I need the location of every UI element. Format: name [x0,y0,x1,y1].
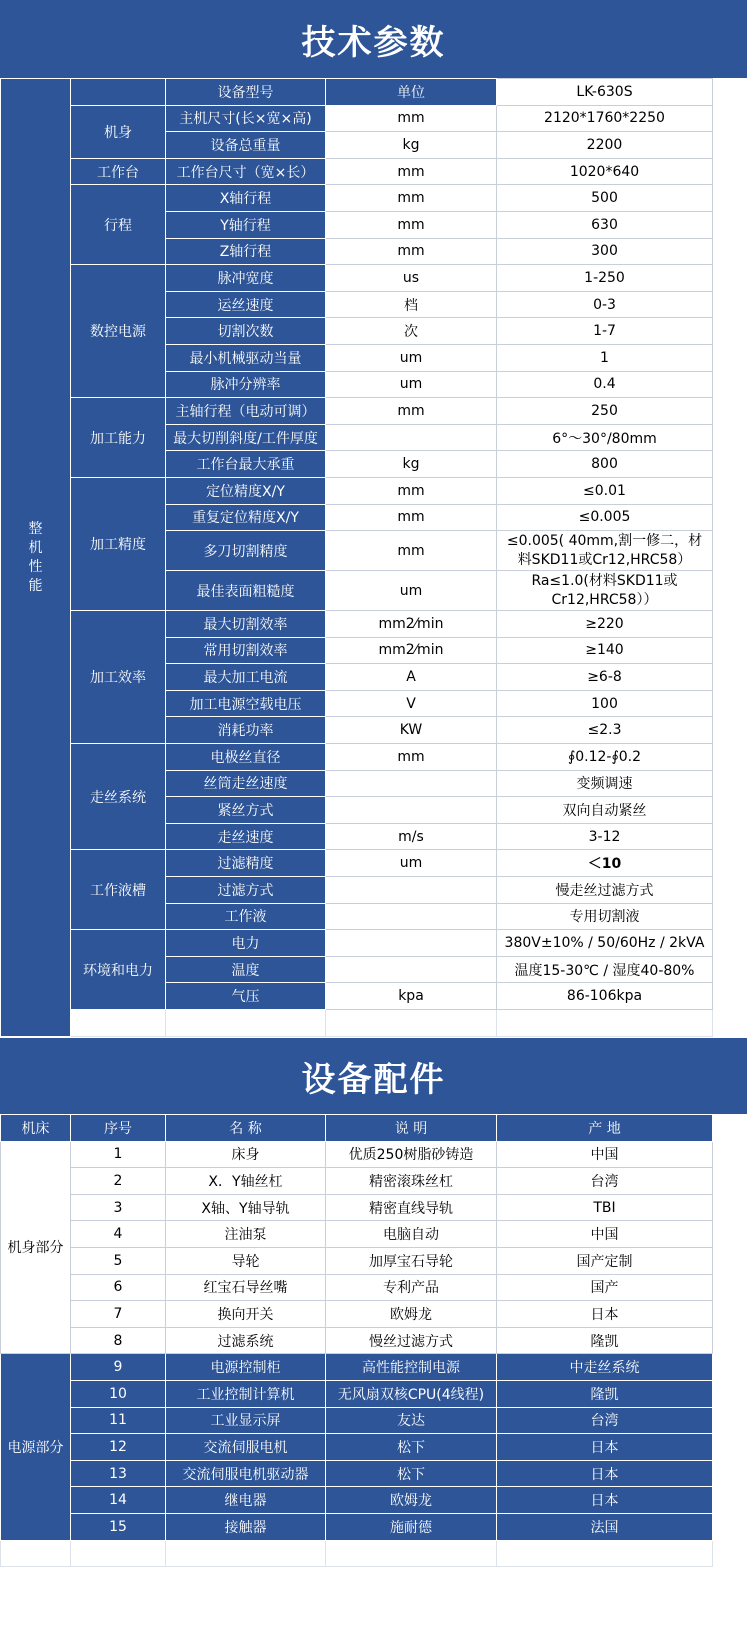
tech-param-value: ≤0.01 [497,477,713,504]
parts-no: 5 [71,1247,166,1274]
parts-name: 红宝石导丝嘴 [166,1274,326,1301]
tech-param-name: 脉冲分辨率 [166,371,326,398]
tech-param-name: 电力 [166,930,326,957]
tech-param-name: 最大切割效率 [166,611,326,638]
tech-param-unit [326,930,497,957]
tech-row [1,477,713,504]
tech-param-name: 加工电源空载电压 [166,690,326,717]
tech-group-label-text: 整机性能 [28,520,43,594]
tech-param-name: 电极丝直径 [166,744,326,771]
parts-row [1,1380,713,1407]
parts-origin: TBI [497,1194,713,1221]
parts-title: 设备配件 [0,1038,747,1114]
tech-param-unit: um [326,344,497,371]
parts-header-name: 名 称 [166,1115,326,1142]
tech-param-unit: um [326,850,497,877]
parts-desc: 精密滚珠丝杠 [326,1168,497,1195]
parts-origin: 日本 [497,1301,713,1328]
tech-param-unit: mm [326,158,497,185]
tech-param-unit: mm [326,211,497,238]
parts-name: 继电器 [166,1487,326,1514]
tech-row [1,930,713,957]
parts-no: 13 [71,1460,166,1487]
tech-param-unit: mm2⁄min [326,637,497,664]
tech-param-value: 3-12 [497,823,713,850]
tech-param-unit: mm [326,744,497,771]
tech-param-unit [326,424,497,451]
tech-params-title: 技术参数 [0,0,747,78]
tech-param-name: 主机尺寸(长×宽×高) [166,105,326,132]
parts-no: 8 [71,1327,166,1354]
parts-origin: 隆凯 [497,1327,713,1354]
parts-no: 2 [71,1168,166,1195]
tech-param-unit [326,956,497,983]
parts-name: 交流伺服电机 [166,1434,326,1461]
parts-desc: 欧姆龙 [326,1301,497,1328]
tech-row [1,398,713,425]
spacer-cell [71,1010,166,1037]
parts-row [1,1434,713,1461]
spacer-cell [326,1010,497,1037]
tech-param-name: 设备总重量 [166,132,326,159]
tech-section-name: 走丝系统 [71,744,166,850]
tech-param-unit: V [326,690,497,717]
tech-param-unit: mm [326,398,497,425]
tech-param-value: 0-3 [497,291,713,318]
tech-param-value: ≥140 [497,637,713,664]
parts-name: 交流伺服电机驱动器 [166,1460,326,1487]
parts-origin: 法国 [497,1513,713,1540]
tech-param-unit: kg [326,451,497,478]
tech-param-unit: mm [326,105,497,132]
tech-param-value: ≤2.3 [497,717,713,744]
tech-param-value: 86-106kpa [497,983,713,1010]
tech-param-name: 气压 [166,983,326,1010]
tech-param-value: 300 [497,238,713,265]
tech-group-label [1,79,71,1037]
parts-desc: 加厚宝石导轮 [326,1247,497,1274]
parts-row [1,1354,713,1381]
tech-param-value: 500 [497,185,713,212]
parts-desc: 专利产品 [326,1274,497,1301]
tech-param-value: ≤0.005( 40mm,割一修二，材料SKD11或Cr12,HRC58） [497,531,713,571]
parts-origin: 日本 [497,1487,713,1514]
tech-param-name: 工作液 [166,903,326,930]
parts-no: 12 [71,1434,166,1461]
parts-desc: 慢丝过滤方式 [326,1327,497,1354]
tech-param-unit: um [326,571,497,611]
tech-param-value: Ra≤1.0(材料SKD11或Cr12,HRC58）） [497,571,713,611]
parts-name: 注油泵 [166,1221,326,1248]
tech-param-name: 工作台最大承重 [166,451,326,478]
tech-param-value: 2200 [497,132,713,159]
tech-row [1,265,713,292]
tech-param-name: 消耗功率 [166,717,326,744]
tech-param-name: 温度 [166,956,326,983]
tech-param-value: 1-250 [497,265,713,292]
parts-name: 换向开关 [166,1301,326,1328]
tech-param-unit: m/s [326,823,497,850]
tech-param-unit: mm [326,531,497,571]
parts-no: 7 [71,1301,166,1328]
tech-header-unit: 单位 [326,79,497,106]
tech-header-param: 设备型号 [166,79,326,106]
parts-no: 1 [71,1141,166,1168]
tech-param-name: 工作台尺寸（宽×长） [166,158,326,185]
parts-origin: 日本 [497,1460,713,1487]
parts-no: 11 [71,1407,166,1434]
parts-origin: 国产定制 [497,1247,713,1274]
tech-row [1,158,713,185]
tech-param-name: 最大切削斜度/工件厚度 [166,424,326,451]
tech-section-name: 数控电源 [71,265,166,398]
tech-param-value: 变频调速 [497,770,713,797]
tech-param-unit: mm [326,504,497,531]
tech-param-unit: mm [326,238,497,265]
tech-param-unit: 次 [326,318,497,345]
tech-section-name: 机身 [71,105,166,158]
tech-param-value: 1020*640 [497,158,713,185]
tech-param-unit: us [326,265,497,292]
spacer-cell [497,1540,713,1566]
parts-name: 床身 [166,1141,326,1168]
tech-param-value: 100 [497,690,713,717]
tech-row [1,850,713,877]
parts-origin: 国产 [497,1274,713,1301]
parts-header-desc: 说 明 [326,1115,497,1142]
tech-param-unit [326,770,497,797]
tech-param-unit: mm [326,185,497,212]
spacer-cell [71,1540,166,1566]
tech-param-value: 1-7 [497,318,713,345]
tech-row [1,185,713,212]
parts-row [1,1247,713,1274]
tech-param-value: ＜10 [497,850,713,877]
parts-origin: 日本 [497,1434,713,1461]
parts-header-no: 序号 [71,1115,166,1142]
parts-origin: 中走丝系统 [497,1354,713,1381]
tech-param-unit: mm2⁄min [326,611,497,638]
parts-origin: 中国 [497,1221,713,1248]
tech-param-name: 常用切割效率 [166,637,326,664]
tech-section-name: 加工精度 [71,477,166,610]
parts-desc: 高性能控制电源 [326,1354,497,1381]
tech-param-value: 0.4 [497,371,713,398]
tech-param-unit: kg [326,132,497,159]
parts-table [0,1114,713,1567]
parts-origin: 中国 [497,1141,713,1168]
spacer-cell [1,1540,71,1566]
tech-row [1,105,713,132]
parts-origin: 台湾 [497,1168,713,1195]
parts-desc: 精密直线导轨 [326,1194,497,1221]
tech-params-table [0,78,713,1037]
parts-desc: 友达 [326,1407,497,1434]
tech-param-name: 运丝速度 [166,291,326,318]
tech-param-unit: um [326,371,497,398]
tech-param-value: ∮0.12-∮0.2 [497,744,713,771]
tech-section-name: 环境和电力 [71,930,166,1010]
parts-no: 10 [71,1380,166,1407]
parts-name: 工业显示屏 [166,1407,326,1434]
tech-param-name: 多刀切割精度 [166,531,326,571]
tech-section-name: 行程 [71,185,166,265]
tech-param-value: 6°～30°/80mm [497,424,713,451]
tech-header-row [1,79,713,106]
parts-spacer-row [1,1540,713,1566]
parts-header-row [1,1115,713,1142]
tech-param-name: 最佳表面粗糙度 [166,571,326,611]
parts-no: 6 [71,1274,166,1301]
tech-param-value: 双向自动紧丝 [497,797,713,824]
tech-param-name: 最大加工电流 [166,664,326,691]
parts-no: 9 [71,1354,166,1381]
parts-desc: 松下 [326,1434,497,1461]
spacer-cell [166,1010,326,1037]
parts-row [1,1327,713,1354]
tech-row [1,744,713,771]
parts-group-name: 机身部分 [1,1141,71,1354]
tech-param-name: Y轴行程 [166,211,326,238]
tech-param-value: ≤0.005 [497,504,713,531]
tech-section-name: 工作液槽 [71,850,166,930]
parts-desc: 松下 [326,1460,497,1487]
parts-desc: 电脑自动 [326,1221,497,1248]
parts-row [1,1194,713,1221]
tech-param-name: 丝筒走丝速度 [166,770,326,797]
parts-header-origin: 产 地 [497,1115,713,1142]
parts-origin: 隆凯 [497,1380,713,1407]
parts-name: 接触器 [166,1513,326,1540]
parts-row [1,1168,713,1195]
tech-section-name: 加工能力 [71,398,166,478]
tech-param-name: 切割次数 [166,318,326,345]
parts-desc: 无风扇双核CPU(4线程) [326,1380,497,1407]
tech-param-value: 800 [497,451,713,478]
tech-param-unit: mm [326,477,497,504]
tech-param-name: 脉冲宽度 [166,265,326,292]
parts-row [1,1487,713,1514]
parts-row [1,1460,713,1487]
tech-param-value: 慢走丝过滤方式 [497,877,713,904]
tech-param-name: 走丝速度 [166,823,326,850]
tech-param-value: ≥6-8 [497,664,713,691]
parts-name: 电源控制柜 [166,1354,326,1381]
tech-section-name: 加工效率 [71,611,166,744]
parts-desc: 施耐德 [326,1513,497,1540]
tech-param-value: 380V±10% / 50/60Hz / 2kVA [497,930,713,957]
parts-name: X．Y轴丝杠 [166,1168,326,1195]
tech-param-value: 专用切割液 [497,903,713,930]
tech-param-unit: 档 [326,291,497,318]
parts-row [1,1407,713,1434]
tech-param-value: ≥220 [497,611,713,638]
tech-param-name: 主轴行程（电动可调） [166,398,326,425]
tech-param-name: 过滤精度 [166,850,326,877]
parts-row [1,1221,713,1248]
tech-header-value: LK-630S [497,79,713,106]
parts-row [1,1274,713,1301]
tech-param-value: 630 [497,211,713,238]
spacer-cell [326,1540,497,1566]
tech-param-name: X轴行程 [166,185,326,212]
parts-desc: 优质250树脂砂铸造 [326,1141,497,1168]
tech-param-unit [326,903,497,930]
parts-group-name: 电源部分 [1,1354,71,1540]
parts-row [1,1513,713,1540]
parts-name: X轴、Y轴导轨 [166,1194,326,1221]
parts-no: 15 [71,1513,166,1540]
tech-param-name: 最小机械驱动当量 [166,344,326,371]
tech-param-unit: A [326,664,497,691]
tech-row [1,611,713,638]
tech-param-name: 定位精度X/Y [166,477,326,504]
parts-desc: 欧姆龙 [326,1487,497,1514]
tech-param-value: 温度15-30℃ / 湿度40-80% [497,956,713,983]
spacer-cell [166,1540,326,1566]
tech-param-unit [326,877,497,904]
parts-name: 导轮 [166,1247,326,1274]
parts-no: 14 [71,1487,166,1514]
tech-param-unit [326,797,497,824]
tech-param-value: 250 [497,398,713,425]
tech-param-name: 紧丝方式 [166,797,326,824]
tech-param-name: Z轴行程 [166,238,326,265]
tech-param-value: 1 [497,344,713,371]
spacer-cell [497,1010,713,1037]
parts-row [1,1141,713,1168]
tech-spacer-row [1,1010,713,1037]
tech-param-unit: KW [326,717,497,744]
tech-param-name: 重复定位精度X/Y [166,504,326,531]
parts-no: 3 [71,1194,166,1221]
parts-origin: 台湾 [497,1407,713,1434]
parts-no: 4 [71,1221,166,1248]
parts-name: 工业控制计算机 [166,1380,326,1407]
tech-param-value: 2120*1760*2250 [497,105,713,132]
parts-name: 过滤系统 [166,1327,326,1354]
parts-row [1,1301,713,1328]
tech-header-blank [71,79,166,106]
tech-param-name: 过滤方式 [166,877,326,904]
tech-param-unit: kpa [326,983,497,1010]
tech-section-name: 工作台 [71,158,166,185]
parts-header-machine: 机床 [1,1115,71,1142]
